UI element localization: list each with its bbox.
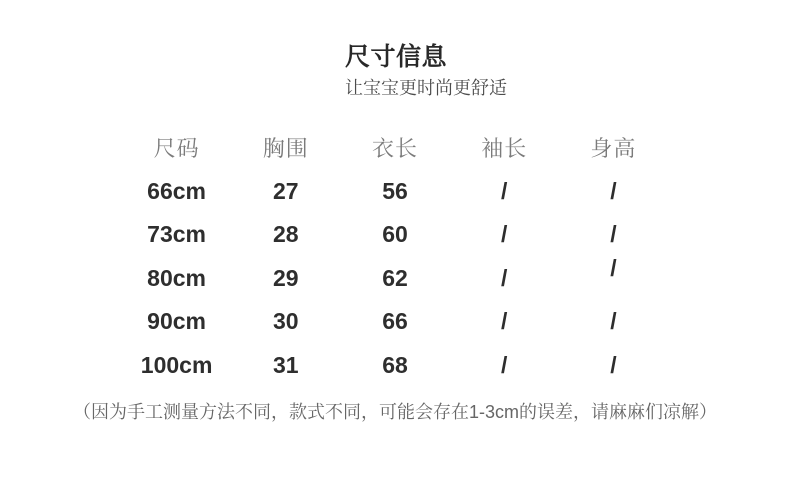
column-header-size: 尺码: [153, 136, 200, 162]
cell-chest: 27: [272, 177, 299, 204]
table-row: [122, 213, 668, 257]
cell-sleeve: /: [501, 264, 508, 291]
cell-height: /: [610, 177, 617, 204]
cell-height: /: [610, 221, 617, 248]
table-row: [122, 344, 668, 388]
cell-length: 60: [382, 221, 408, 248]
column-header-height: 身高: [590, 136, 637, 162]
cell-chest: 29: [272, 264, 299, 291]
cell-height: /: [610, 308, 617, 335]
size-info-header: [345, 42, 507, 99]
page-subtitle: 让宝宝更时尚更舒适: [345, 78, 507, 98]
cell-length: 68: [382, 351, 408, 378]
table-row: [122, 170, 668, 214]
column-header-sleeve: 袖长: [481, 136, 528, 162]
column-header-chest: 胸围: [262, 136, 309, 162]
cell-sleeve: /: [501, 177, 508, 204]
cell-chest: 30: [272, 308, 299, 335]
cell-size: 80cm: [147, 264, 206, 291]
cell-length: 56: [382, 177, 408, 204]
measurement-note: （因为手工测量方法不同，款式不同，可能会存在1-3cm的误差，请麻麻们凉解）: [72, 402, 717, 422]
cell-length: 66: [382, 308, 408, 335]
cell-sleeve: /: [501, 308, 508, 335]
size-table: [122, 126, 668, 387]
column-header-length: 衣长: [371, 136, 418, 162]
cell-height: /: [610, 351, 617, 378]
cell-height: /: [610, 254, 617, 281]
cell-size: 73cm: [147, 221, 206, 248]
cell-size: 100cm: [140, 351, 213, 378]
cell-chest: 31: [272, 351, 299, 378]
table-header-row: [122, 126, 668, 170]
cell-sleeve: /: [501, 221, 508, 248]
cell-sleeve: /: [501, 351, 508, 378]
cell-size: 90cm: [147, 308, 206, 335]
cell-length: 62: [382, 264, 408, 291]
page-title: 尺寸信息: [345, 43, 448, 71]
table-row: [122, 300, 668, 344]
cell-chest: 28: [272, 221, 299, 248]
table-row: [122, 254, 668, 301]
cell-size: 66cm: [147, 177, 206, 204]
